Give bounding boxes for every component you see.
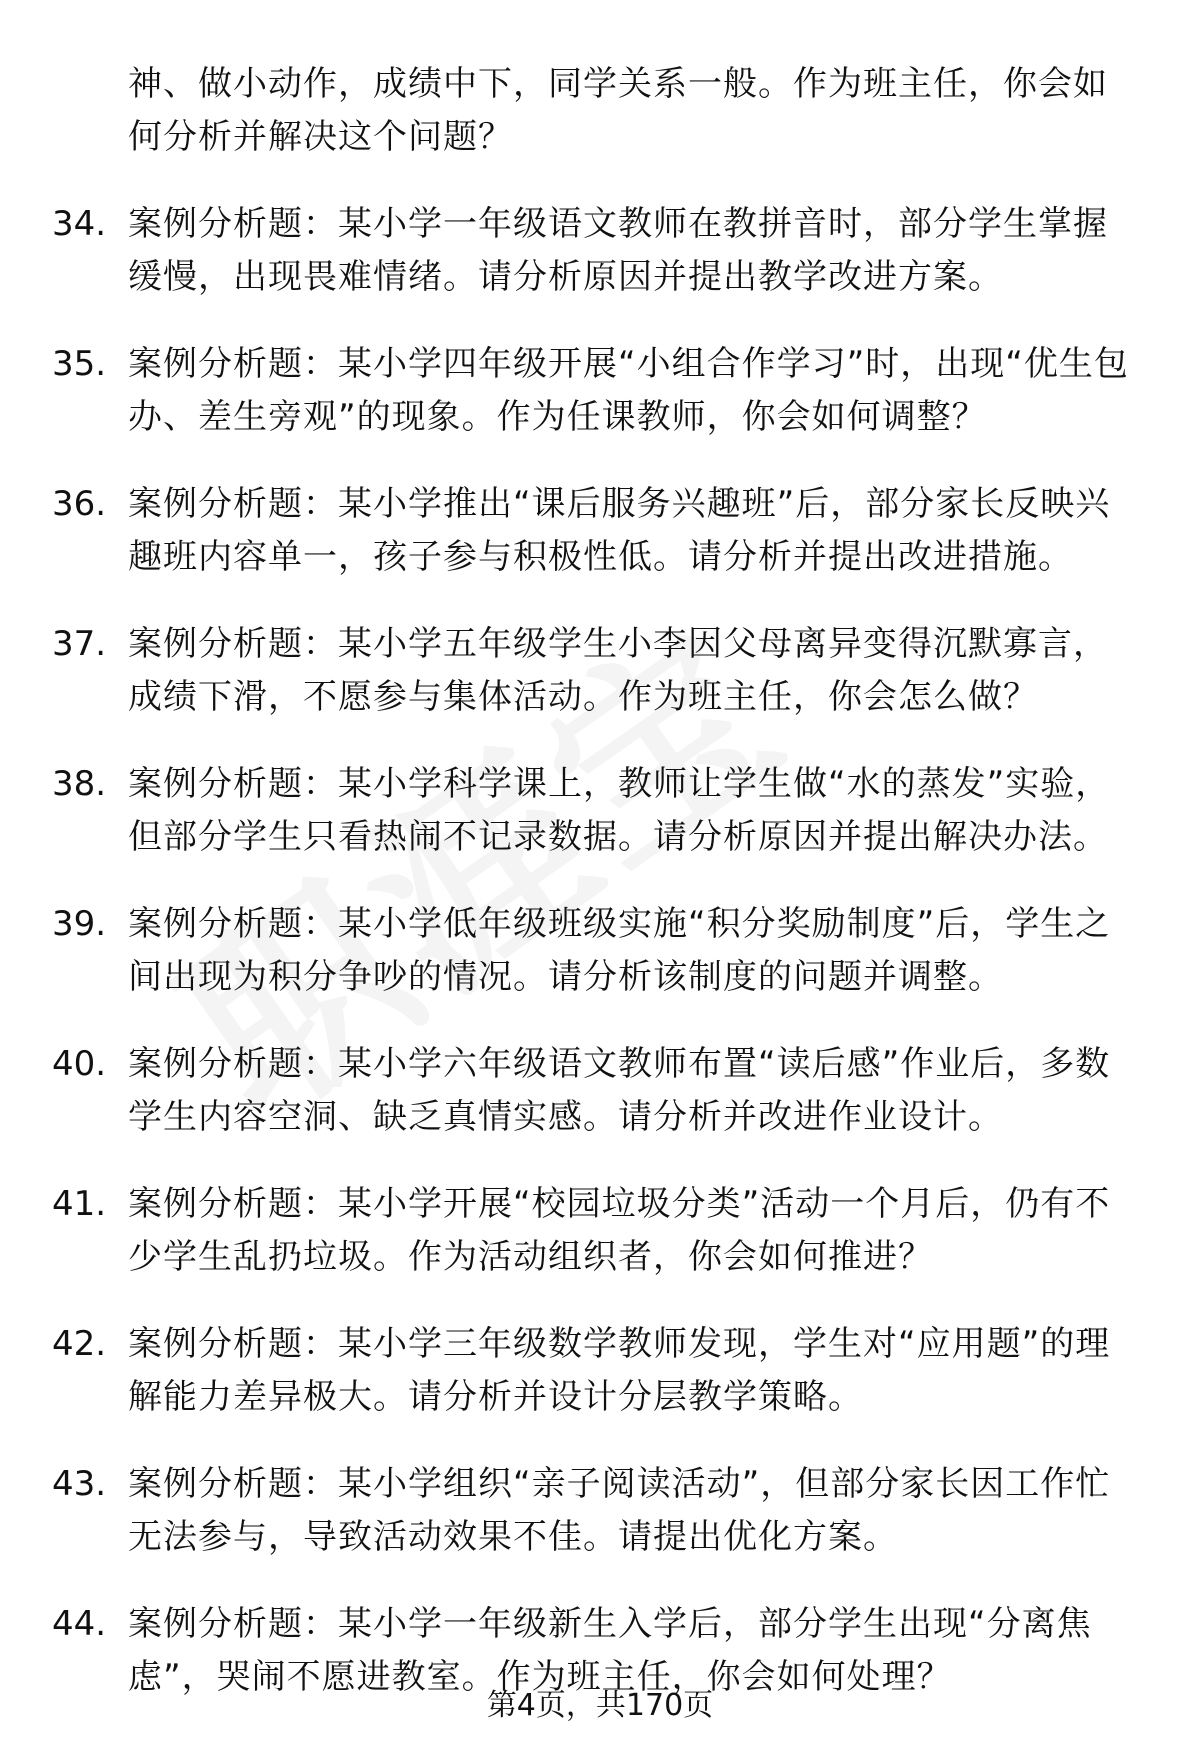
question-number: 38. [52, 764, 107, 804]
question-text: 案例分析题：某小学一年级语文教师在教拼音时，部分学生掌握缓慢，出现畏难情绪。请分析原因并提出教学改进方案。 [128, 204, 1108, 297]
question-item [0, 758, 1200, 864]
page-footer [0, 1686, 1200, 1726]
question-text: 案例分析题：某小学一年级新生入学后，部分学生出现“分离焦虑”，哭闹不愿进教室。作为班主任，你会如何处理？ [128, 1604, 1092, 1697]
question-text: 案例分析题：某小学三年级数学教师发现，学生对“应用题”的理解能力差异极大。请分析并设计分层教学策略。 [128, 1324, 1111, 1417]
question-number: 34. [52, 204, 107, 244]
page-number-label: 第4页，共170页 [486, 1688, 714, 1723]
question-item [0, 1038, 1200, 1144]
question-item [0, 1458, 1200, 1564]
question-text: 案例分析题：某小学低年级班级实施“积分奖励制度”后，学生之间出现为积分争吵的情况。请分析该制度的问题并调整。 [128, 904, 1111, 997]
question-item [0, 198, 1200, 304]
question-text: 案例分析题：某小学组织“亲子阅读活动”，但部分家长因工作忙无法参与，导致活动效果不佳。请提出优化方案。 [128, 1464, 1111, 1557]
question-text: 案例分析题：某小学推出“课后服务兴趣班”后，部分家长反映兴趣班内容单一，孩子参与积极性低。请分析并提出改进措施。 [128, 484, 1111, 577]
question-number: 40. [52, 1044, 107, 1084]
question-number: 35. [52, 344, 107, 384]
question-text: 案例分析题：某小学四年级开展“小组合作学习”时，出现“优生包办、差生旁观”的现象。作为任课教师，你会如何调整？ [128, 344, 1129, 437]
question-text: 案例分析题：某小学六年级语文教师布置“读后感”作业后，多数学生内容空洞、缺乏真情实感。请分析并改进作业设计。 [128, 1044, 1111, 1137]
question-text: 案例分析题：某小学科学课上，教师让学生做“水的蒸发”实验，但部分学生只看热闹不记录数据。请分析原因并提出解决办法。 [128, 764, 1111, 857]
question-number: 37. [52, 624, 107, 664]
question-text: 神、做小动作，成绩中下，同学关系一般。作为班主任，你会如何分析并解决这个问题？ [128, 64, 1108, 157]
question-number: 44. [52, 1604, 107, 1644]
question-list [0, 58, 1200, 1738]
question-number: 41. [52, 1184, 107, 1224]
question-text: 案例分析题：某小学开展“校园垃圾分类”活动一个月后，仍有不少学生乱扔垃圾。作为活动组织者，你会如何推进？ [128, 1184, 1111, 1277]
question-number: 43. [52, 1464, 107, 1504]
question-item [0, 1318, 1200, 1424]
question-item [0, 618, 1200, 724]
question-number: 39. [52, 904, 107, 944]
question-item [0, 898, 1200, 1004]
question-item [0, 338, 1200, 444]
question-item [0, 1178, 1200, 1284]
question-number: 42. [52, 1324, 107, 1364]
question-item [0, 58, 1200, 164]
question-number: 36. [52, 484, 107, 524]
question-item [0, 478, 1200, 584]
question-text: 案例分析题：某小学五年级学生小李因父母离异变得沉默寡言，成绩下滑，不愿参与集体活动。作为班主任，你会怎么做？ [128, 624, 1108, 717]
